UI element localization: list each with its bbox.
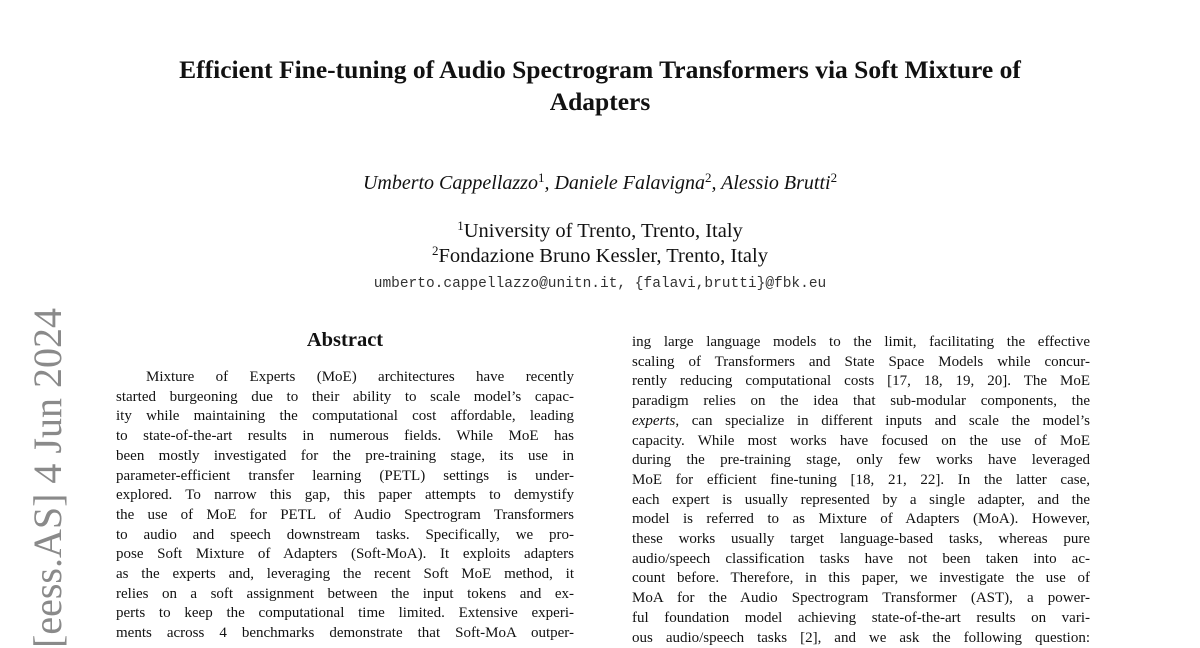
intro-line: MoA for the Audio Spectrogram Transformer (AST), a power-: [632, 590, 1090, 607]
author-name: Umberto Cappellazzo: [362, 172, 538, 194]
abstract-line: relies on a soft assignment between the input tokens and ex-: [116, 585, 574, 602]
author-name: Daniele Falavigna: [554, 172, 705, 194]
abstract-line: been mostly investigated for the pre-training stage, its use in: [116, 447, 574, 464]
affiliation-text: Fondazione Bruno Kessler, Trento, Italy: [438, 245, 768, 267]
intro-line: paradigm relies on the idea that sub-modular components, the: [632, 393, 1090, 410]
author-separator: ,: [711, 172, 722, 194]
paper-title: [100, 54, 1100, 118]
abstract-line: the use of MoE for PETL of Audio Spectrogram Transformers: [116, 506, 574, 523]
abstract-line: as the experts and, leveraging the recent Soft MoE method, it: [116, 566, 574, 583]
affiliation-number: 2: [432, 243, 439, 258]
abstract-line: Mixture of Experts (MoE) architectures have recently: [146, 369, 574, 385]
intro-line: scaling of Transformers and State Space Models while concur-: [632, 353, 1090, 370]
arxiv-side-stamp: [eess.AS] 4 Jun 2024: [25, 308, 70, 648]
abstract-line: parameter-efficient transfer learning (PETL) settings is under-: [116, 467, 574, 484]
affiliation-2: [0, 243, 1200, 269]
abstract-line: to audio and speech downstream tasks. Specifically, we pro-: [116, 526, 574, 543]
intro-line: MoE for efficient fine-tuning [18, 21, 22]. In the latter case,: [632, 471, 1090, 488]
intro-line: model is referred to as Mixture of Adapters (MoA). However,: [632, 511, 1090, 528]
intro-line: during the pre-training stage, only few works have leveraged: [632, 452, 1090, 469]
intro-line: ing large language models to the limit, facilitating the effective: [632, 334, 1090, 350]
abstract-line: started burgeoning due to their ability to scale model’s capac-: [116, 388, 574, 405]
author-name: Alessio Brutti: [721, 172, 831, 194]
intro-line: ous audio/speech tasks [2], and we ask the following question:: [632, 629, 1090, 646]
author-separator: ,: [544, 172, 555, 194]
intro-line: each expert is usually represented by a single adapter, and the: [632, 491, 1090, 508]
abstract-line: pose Soft Mixture of Adapters (Soft-MoA). It exploits adapters: [116, 546, 574, 563]
author-affiliation-mark: 2: [704, 170, 712, 185]
abstract-heading: Abstract: [306, 329, 384, 351]
author-emails: umberto.cappellazzo@unitn.it, {falavi,brutti}@fbk.eu: [373, 276, 827, 292]
intro-line: experts, can specialize in different inputs and scale the model’s: [632, 412, 1090, 429]
affiliation-1: [0, 218, 1200, 244]
affiliation-number: 1: [457, 218, 464, 233]
title-line-1: Efficient Fine-tuning of Audio Spectrogram Transformers via Soft Mixture of: [179, 55, 1021, 84]
affiliation-text: University of Trento, Trento, Italy: [463, 220, 743, 242]
emphasized-term: experts: [632, 412, 676, 429]
abstract-line: ity while maintaining the computational cost affordable, leading: [116, 408, 574, 425]
author-list: [0, 170, 1200, 196]
author-affiliation-mark: 1: [537, 170, 545, 185]
intro-line: these works usually target language-based tasks, whereas pure: [632, 531, 1090, 548]
intro-line: ful foundation model achieving state-of-the-art results on vari-: [632, 609, 1090, 626]
intro-line: rently reducing computational costs [17, 18, 19, 20]. The MoE: [632, 373, 1090, 390]
intro-line: count before. Therefore, in this paper, we investigate the use of: [632, 570, 1090, 587]
abstract-line: perts to keep the computational time limited. Extensive experi-: [116, 605, 574, 622]
intro-column-text: [632, 333, 1090, 648]
intro-line: audio/speech classification tasks have not been taken into ac-: [632, 550, 1090, 567]
intro-line: capacity. While most works have focused on the use of MoE: [632, 432, 1090, 449]
abstract-line: explored. To narrow this gap, this paper attempts to demystify: [116, 487, 574, 504]
abstract-line: ments across 4 benchmarks demonstrate that Soft-MoA outper-: [116, 625, 574, 642]
title-line-2: Adapters: [549, 87, 651, 116]
abstract-line: to state-of-the-art results in numerous fields. While MoE has: [116, 428, 574, 445]
author-affiliation-mark: 2: [830, 170, 838, 185]
abstract-body: [116, 368, 574, 644]
